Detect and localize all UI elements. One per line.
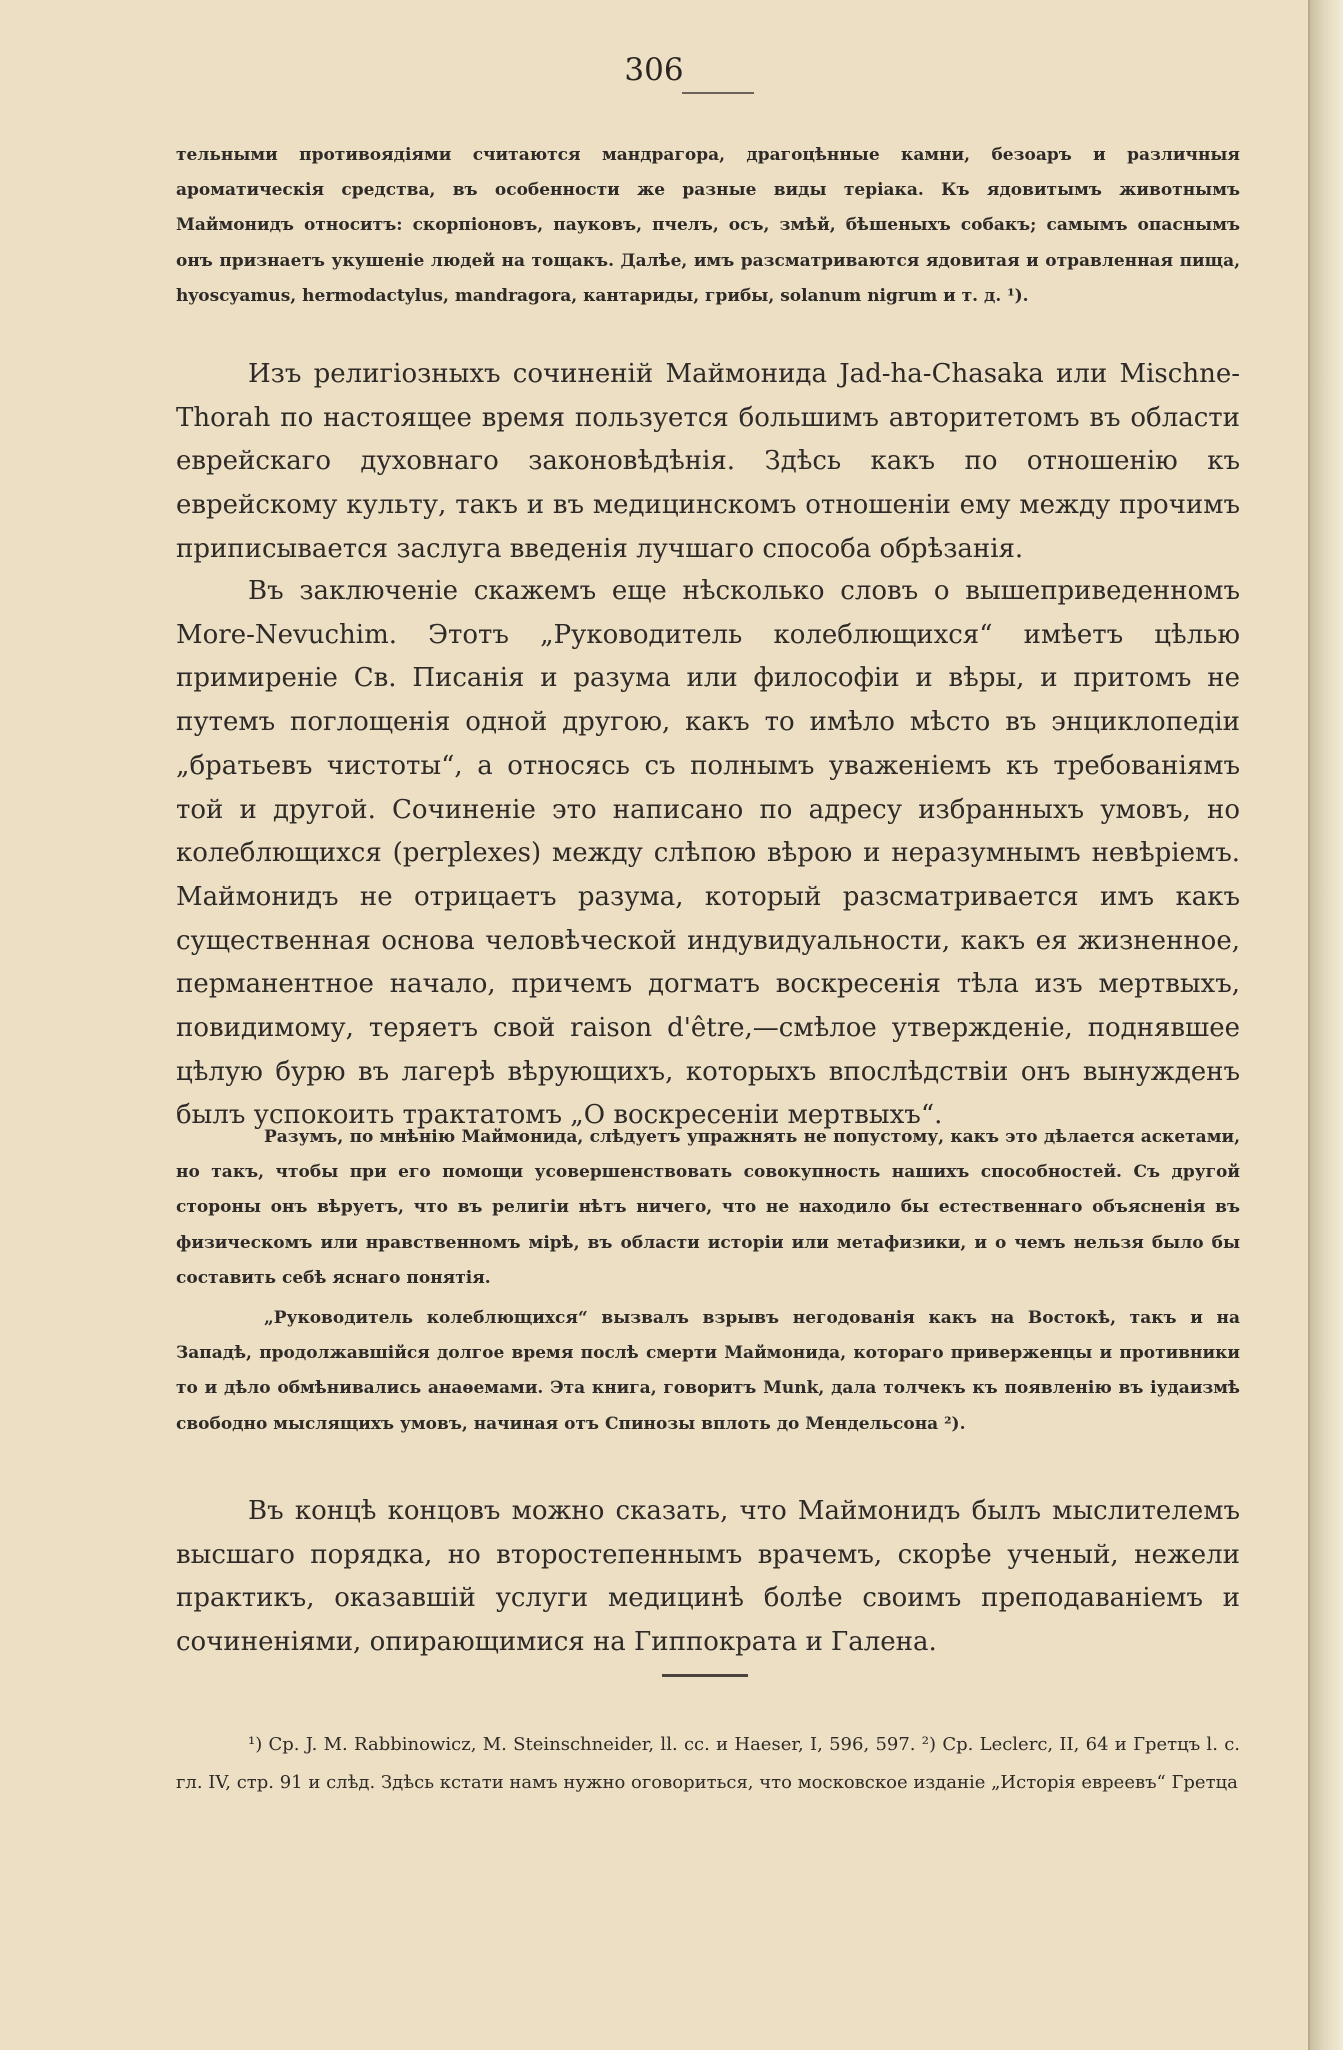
paragraph-antidotes: тельными противоядіями считаются мандрагора, драгоцѣнные камни, безоаръ и различныя ароматическія средства, въ особенности же разные виды теріака. Къ ядовитымъ животнымъ Маймонидъ относитъ: скорпіоновъ, пауковъ, пчелъ, осъ, змѣй, бѣшеныхъ собакъ; самымъ опаснымъ онъ признаетъ укушеніе людей на тощакъ. Далѣе, имъ разсматриваются ядовитая и отравленная пища, hyoscyamus, hermodactylus, mandragora, кантариды, грибы, solanum nigrum и т. д. ¹). (176, 145, 1240, 306)
text-block-2 (176, 353, 1240, 572)
section-separator (662, 1674, 748, 1677)
paragraph-conclusion: Въ концѣ концовъ можно сказать, что Маймонидъ былъ мыслителемъ высшаго порядка, но второстепеннымъ врачемъ, скорѣе ученый, нежели практикъ, оказавшій услуги медицинѣ болѣе своимъ преподаваніемъ и сочиненіями, опирающимися на Гиппократа и Галена. (176, 1496, 1240, 1658)
paragraph-more-nevuchim: Въ заключеніе скажемъ еще нѣсколько словъ о вышеприведенномъ More-Nevuchim. Этотъ „Руководитель колеблющихся“ имѣетъ цѣлью примиреніе Св. Писанія и разума или философіи и вѣры, и притомъ не путемъ поглощенія одной другою, какъ то имѣло мѣсто въ энциклопедіи „братьевъ чистоты“, а относясь съ полнымъ уваженіемъ къ требованіямъ той и другой. Сочиненіе это написано по адресу избранныхъ умовъ, но колеблющихся (perplexes) между слѣпою вѣрою и неразумнымъ невѣріемъ. Маймонидъ не отрицаетъ разума, который разсматривается имъ какъ существенная основа человѣческой индувидуальности, какъ ея жизненное, перманентное начало, причемъ догматъ воскресенія тѣла изъ мертвыхъ, повидимому, теряетъ свой raison d'être,—смѣлое утвержденіе, поднявшее цѣлую бурю въ лагерѣ вѣрующихъ, которыхъ впослѣдствіи онъ вынужденъ былъ успокоить трактатомъ „О воскресеніи мертвыхъ“. (176, 576, 1240, 1131)
footnotes (176, 1726, 1240, 1802)
page-number-rule (682, 92, 754, 94)
page-edge (1310, 0, 1343, 2050)
text-block-6 (176, 1490, 1240, 1665)
paragraph-religious-works: Изъ религіозныхъ сочиненій Маймонида Jad-ha-Chasaka или Mischne-Thorah по настоящее время пользуется большимъ авторитетомъ въ области еврейскаго духовнаго законовѣдѣнія. Здѣсь какъ по отношенію къ еврейскому культу, такъ и въ медицинскомъ отношеніи ему между прочимъ приписывается заслуга введенія лучшаго способа обрѣзанія. (176, 359, 1240, 564)
page-number: 306 (624, 52, 684, 88)
paragraph-guide-reception: „Руководитель колеблющихся“ вызвалъ взрывъ негодованія какъ на Востокѣ, такъ и на Западѣ, продолжавшійся долгое время послѣ смерти Маймонида, котораго приверженцы и противники то и дѣло обмѣнивались анаѳемами. Эта книга, говоритъ Munk, дала толчекъ къ появленію въ іудаизмѣ свободно мыслящихъ умовъ, начиная отъ Спинозы вплоть до Мендельсона ²). (176, 1308, 1240, 1434)
footnote-text: ¹) Ср. J. M. Rabbinowicz, M. Steinschneider, ll. cc. и Haeser, I, 596, 597. ²) Ср. Leclerc, II, 64 и Гретцъ l. c. гл. IV, стр. 91 и слѣд. Здѣсь кстати намъ нужно оговориться, что московское изданіе „Исторія евреевъ“ Гретца (176, 1734, 1240, 1793)
text-block-4 (176, 1120, 1240, 1296)
paragraph-reason: Разумъ, по мнѣнію Маймонида, слѣдуетъ упражнять не попустому, какъ это дѣлается аскетами, но такъ, чтобы при его помощи усовершенствовать совокупность нашихъ способностей. Съ другой стороны онъ вѣруетъ, что въ религіи нѣтъ ничего, что не находило бы естественнаго объясненія въ физическомъ или нравственномъ мірѣ, въ области исторіи или метафизики, и о чемъ нельзя было бы составить себѣ яснаго понятія. (176, 1127, 1240, 1288)
text-block-5 (176, 1301, 1240, 1442)
text-block-3 (176, 570, 1240, 1138)
text-block-1 (176, 138, 1240, 314)
